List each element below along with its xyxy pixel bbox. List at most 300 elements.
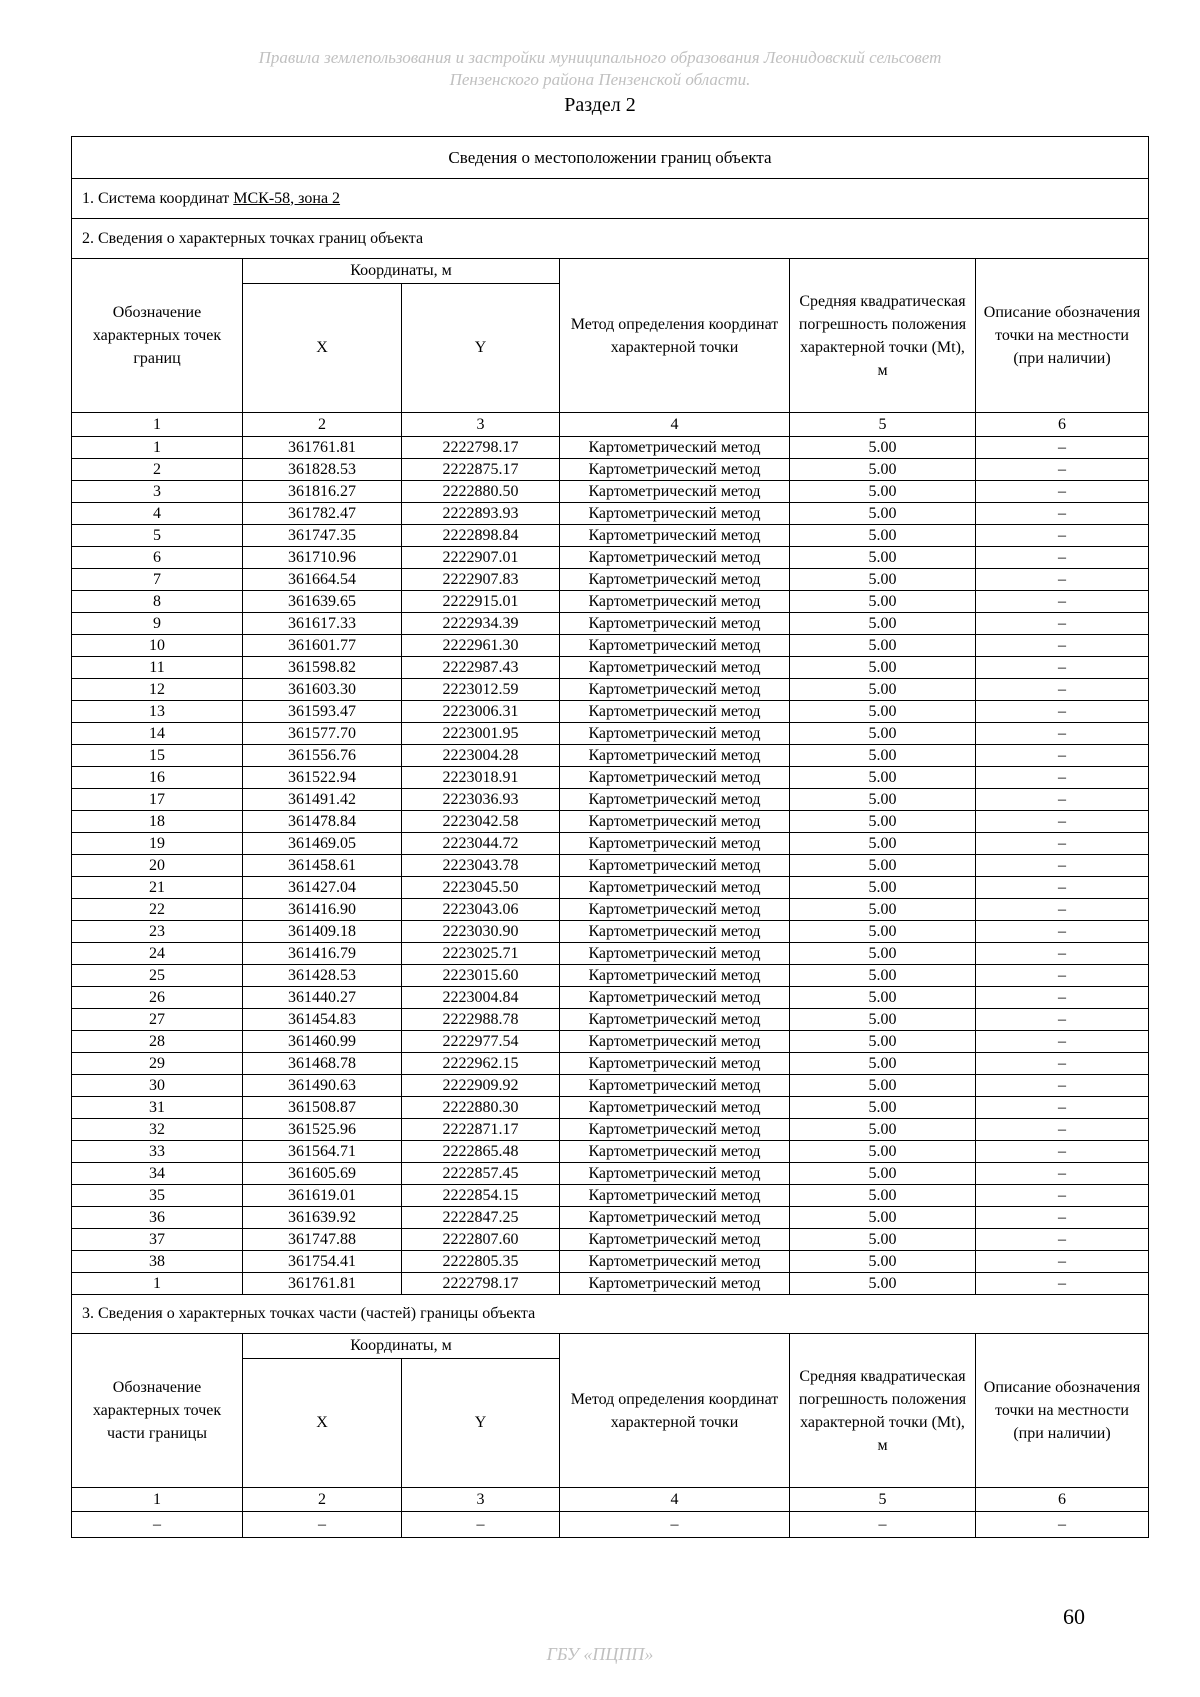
point-designation-cell: 14 bbox=[72, 723, 243, 745]
description-cell: – bbox=[976, 833, 1149, 855]
point-designation-cell: 15 bbox=[72, 745, 243, 767]
error-cell: 5.00 bbox=[790, 657, 976, 679]
point-designation-cell: 28 bbox=[72, 1031, 243, 1053]
x-coordinate-cell: 361598.82 bbox=[243, 657, 402, 679]
point-designation-cell: 2 bbox=[72, 459, 243, 481]
description-cell: – bbox=[976, 679, 1149, 701]
error-cell: 5.00 bbox=[790, 1229, 976, 1251]
parts-col-header-description: Описание обозначения точки на местности (при наличии) bbox=[976, 1334, 1149, 1488]
method-cell: Картометрический метод bbox=[560, 745, 790, 767]
x-coordinate-cell: 361617.33 bbox=[243, 613, 402, 635]
error-cell: 5.00 bbox=[790, 723, 976, 745]
method-cell: Картометрический метод bbox=[560, 1207, 790, 1229]
description-cell: – bbox=[976, 789, 1149, 811]
y-coordinate-cell: 2222907.01 bbox=[402, 547, 560, 569]
table-row bbox=[72, 525, 1149, 547]
x-coordinate-cell: 361593.47 bbox=[243, 701, 402, 723]
y-coordinate-cell: 2223004.28 bbox=[402, 745, 560, 767]
x-coordinate-cell: 361761.81 bbox=[243, 1273, 402, 1295]
y-coordinate-cell: 2223043.06 bbox=[402, 899, 560, 921]
y-coordinate-cell: 2223043.78 bbox=[402, 855, 560, 877]
method-cell: Картометрический метод bbox=[560, 1053, 790, 1075]
error-cell: 5.00 bbox=[790, 1075, 976, 1097]
description-cell: – bbox=[976, 1009, 1149, 1031]
x-coordinate-cell: 361639.65 bbox=[243, 591, 402, 613]
y-coordinate-cell: 2222909.92 bbox=[402, 1075, 560, 1097]
method-cell: Картометрический метод bbox=[560, 1229, 790, 1251]
y-coordinate-cell: 2223042.58 bbox=[402, 811, 560, 833]
error-cell: 5.00 bbox=[790, 613, 976, 635]
method-cell: Картометрический метод bbox=[560, 547, 790, 569]
description-cell: – bbox=[976, 723, 1149, 745]
column-number: 1 bbox=[72, 413, 243, 437]
x-coordinate-cell: 361508.87 bbox=[243, 1097, 402, 1119]
description-cell: – bbox=[976, 767, 1149, 789]
x-coordinate-cell: 361468.78 bbox=[243, 1053, 402, 1075]
table-row bbox=[72, 1053, 1149, 1075]
method-cell: Картометрический метод bbox=[560, 1031, 790, 1053]
column-number: 4 bbox=[560, 1488, 790, 1512]
table-row bbox=[72, 965, 1149, 987]
point-designation-cell: 33 bbox=[72, 1141, 243, 1163]
method-cell: Картометрический метод bbox=[560, 811, 790, 833]
parts-section-heading: 3. Сведения о характерных точках части (частей) границы объекта bbox=[72, 1295, 1149, 1334]
error-cell: 5.00 bbox=[790, 1031, 976, 1053]
x-coordinate-cell: 361601.77 bbox=[243, 635, 402, 657]
error-cell: 5.00 bbox=[790, 921, 976, 943]
x-coordinate-cell: 361619.01 bbox=[243, 1185, 402, 1207]
point-designation-cell: 37 bbox=[72, 1229, 243, 1251]
description-cell: – bbox=[976, 1097, 1149, 1119]
description-cell: – bbox=[976, 1075, 1149, 1097]
description-cell: – bbox=[976, 481, 1149, 503]
column-number-row bbox=[72, 413, 1149, 437]
point-designation-cell: 31 bbox=[72, 1097, 243, 1119]
col-header-y: Y bbox=[402, 284, 560, 413]
y-coordinate-cell: 2223036.93 bbox=[402, 789, 560, 811]
method-cell: Картометрический метод bbox=[560, 833, 790, 855]
y-coordinate-cell: 2222875.17 bbox=[402, 459, 560, 481]
point-designation-cell: 17 bbox=[72, 789, 243, 811]
point-designation-cell: 30 bbox=[72, 1075, 243, 1097]
error-cell: 5.00 bbox=[790, 635, 976, 657]
x-coordinate-cell: 361603.30 bbox=[243, 679, 402, 701]
point-designation-cell: 1 bbox=[72, 437, 243, 459]
method-cell: Картометрический метод bbox=[560, 877, 790, 899]
x-coordinate-cell: 361710.96 bbox=[243, 547, 402, 569]
error-cell: 5.00 bbox=[790, 591, 976, 613]
column-number: 3 bbox=[402, 413, 560, 437]
col-header-method: Метод определения координат характерной точки bbox=[560, 259, 790, 413]
table-row bbox=[72, 723, 1149, 745]
y-coordinate-cell: 2222987.43 bbox=[402, 657, 560, 679]
description-cell: – bbox=[976, 811, 1149, 833]
table-row bbox=[72, 1141, 1149, 1163]
method-cell: Картометрический метод bbox=[560, 1075, 790, 1097]
error-cell: 5.00 bbox=[790, 987, 976, 1009]
table-title: Сведения о местоположении границ объекта bbox=[72, 137, 1149, 179]
point-designation-cell: 3 bbox=[72, 481, 243, 503]
column-number: 3 bbox=[402, 1488, 560, 1512]
y-coordinate-cell: 2223044.72 bbox=[402, 833, 560, 855]
point-designation-cell: 4 bbox=[72, 503, 243, 525]
method-cell: Картометрический метод bbox=[560, 437, 790, 459]
error-cell: 5.00 bbox=[790, 877, 976, 899]
y-coordinate-cell: 2222847.25 bbox=[402, 1207, 560, 1229]
column-number: 4 bbox=[560, 413, 790, 437]
description-cell: – bbox=[976, 1273, 1149, 1295]
point-designation-cell: 34 bbox=[72, 1163, 243, 1185]
point-designation-cell: 12 bbox=[72, 679, 243, 701]
method-cell: Картометрический метод bbox=[560, 987, 790, 1009]
y-coordinate-cell: 2222893.93 bbox=[402, 503, 560, 525]
table-row bbox=[72, 701, 1149, 723]
table-row bbox=[72, 1512, 1149, 1538]
point-designation-cell: 6 bbox=[72, 547, 243, 569]
point-designation-cell: 35 bbox=[72, 1185, 243, 1207]
table-row bbox=[72, 503, 1149, 525]
description-cell: – bbox=[976, 1119, 1149, 1141]
x-coordinate-cell: 361478.84 bbox=[243, 811, 402, 833]
x-coordinate-cell: 361761.81 bbox=[243, 437, 402, 459]
description-cell: – bbox=[976, 591, 1149, 613]
point-designation-cell: 23 bbox=[72, 921, 243, 943]
table-row bbox=[72, 987, 1149, 1009]
method-cell: Картометрический метод bbox=[560, 1097, 790, 1119]
section-title: Раздел 2 bbox=[564, 94, 636, 116]
y-coordinate-cell: 2223025.71 bbox=[402, 943, 560, 965]
error-cell: – bbox=[790, 1512, 976, 1538]
point-designation-cell: 11 bbox=[72, 657, 243, 679]
parts-col-header-method: Метод определения координат характерной точки bbox=[560, 1334, 790, 1488]
error-cell: 5.00 bbox=[790, 767, 976, 789]
y-coordinate-cell: 2222807.60 bbox=[402, 1229, 560, 1251]
error-cell: 5.00 bbox=[790, 943, 976, 965]
point-designation-cell: 21 bbox=[72, 877, 243, 899]
error-cell: 5.00 bbox=[790, 745, 976, 767]
y-coordinate-cell: 2222907.83 bbox=[402, 569, 560, 591]
col-header-coordinates: Координаты, м bbox=[243, 259, 560, 284]
table-row bbox=[72, 1229, 1149, 1251]
point-designation-cell: 25 bbox=[72, 965, 243, 987]
method-cell: Картометрический метод bbox=[560, 789, 790, 811]
point-designation-cell: 10 bbox=[72, 635, 243, 657]
x-coordinate-cell: 361828.53 bbox=[243, 459, 402, 481]
y-coordinate-cell: 2223012.59 bbox=[402, 679, 560, 701]
table-row bbox=[72, 635, 1149, 657]
table-row bbox=[72, 745, 1149, 767]
point-designation-cell: 13 bbox=[72, 701, 243, 723]
parts-col-header-y: Y bbox=[402, 1359, 560, 1488]
col-header-x: X bbox=[243, 284, 402, 413]
method-cell: Картометрический метод bbox=[560, 503, 790, 525]
description-cell: – bbox=[976, 921, 1149, 943]
error-cell: 5.00 bbox=[790, 1185, 976, 1207]
x-coordinate-cell: 361816.27 bbox=[243, 481, 402, 503]
table-row bbox=[72, 657, 1149, 679]
table-row bbox=[72, 1163, 1149, 1185]
error-cell: 5.00 bbox=[790, 1119, 976, 1141]
description-cell: – bbox=[976, 437, 1149, 459]
y-coordinate-cell: 2222898.84 bbox=[402, 525, 560, 547]
description-cell: – bbox=[976, 635, 1149, 657]
point-designation-cell: 36 bbox=[72, 1207, 243, 1229]
x-coordinate-cell: 361782.47 bbox=[243, 503, 402, 525]
column-number: 5 bbox=[790, 1488, 976, 1512]
description-cell: – bbox=[976, 459, 1149, 481]
description-cell: – bbox=[976, 987, 1149, 1009]
error-cell: 5.00 bbox=[790, 1053, 976, 1075]
col-header-description: Описание обозначения точки на местности (при наличии) bbox=[976, 259, 1149, 413]
error-cell: 5.00 bbox=[790, 1273, 976, 1295]
y-coordinate-cell: 2223018.91 bbox=[402, 767, 560, 789]
x-coordinate-cell: 361458.61 bbox=[243, 855, 402, 877]
description-cell: – bbox=[976, 943, 1149, 965]
x-coordinate-cell: 361605.69 bbox=[243, 1163, 402, 1185]
table-row bbox=[72, 767, 1149, 789]
col-header-designation: Обозначение характерных точек границ bbox=[72, 259, 243, 413]
description-cell: – bbox=[976, 547, 1149, 569]
description-cell: – bbox=[976, 1229, 1149, 1251]
point-designation-cell: 7 bbox=[72, 569, 243, 591]
table-row bbox=[72, 877, 1149, 899]
coordinate-system-value: МСК-58, зона 2 bbox=[233, 189, 341, 207]
description-cell: – bbox=[976, 1207, 1149, 1229]
method-cell: Картометрический метод bbox=[560, 657, 790, 679]
table-row bbox=[72, 1119, 1149, 1141]
method-cell: Картометрический метод bbox=[560, 1251, 790, 1273]
description-cell: – bbox=[976, 899, 1149, 921]
table-row bbox=[72, 1009, 1149, 1031]
y-coordinate-cell: 2222961.30 bbox=[402, 635, 560, 657]
x-coordinate-cell: 361454.83 bbox=[243, 1009, 402, 1031]
description-cell: – bbox=[976, 1141, 1149, 1163]
x-coordinate-cell: 361469.05 bbox=[243, 833, 402, 855]
point-designation-cell: 5 bbox=[72, 525, 243, 547]
method-cell: Картометрический метод bbox=[560, 899, 790, 921]
y-coordinate-cell: – bbox=[402, 1512, 560, 1538]
y-coordinate-cell: 2223004.84 bbox=[402, 987, 560, 1009]
point-designation-cell: 8 bbox=[72, 591, 243, 613]
y-coordinate-cell: 2223045.50 bbox=[402, 877, 560, 899]
point-designation-cell: – bbox=[72, 1512, 243, 1538]
y-coordinate-cell: 2222915.01 bbox=[402, 591, 560, 613]
error-cell: 5.00 bbox=[790, 1207, 976, 1229]
running-header-line-1: Правила землепользования и застройки муниципального образования Леонидовский сельсовет bbox=[258, 48, 942, 67]
table-row bbox=[72, 1097, 1149, 1119]
points-section-heading: 2. Сведения о характерных точках границ объекта bbox=[72, 219, 1149, 259]
parts-col-header-x: X bbox=[243, 1359, 402, 1488]
error-cell: 5.00 bbox=[790, 503, 976, 525]
col-header-error: Средняя квадратическая погрешность положения характерной точки (Mt), м bbox=[790, 259, 976, 413]
x-coordinate-cell: 361440.27 bbox=[243, 987, 402, 1009]
table-row bbox=[72, 437, 1149, 459]
y-coordinate-cell: 2222857.45 bbox=[402, 1163, 560, 1185]
description-cell: – bbox=[976, 1163, 1149, 1185]
method-cell: Картометрический метод bbox=[560, 481, 790, 503]
x-coordinate-cell: 361409.18 bbox=[243, 921, 402, 943]
coordinate-system-label: 1. Система координат bbox=[82, 189, 234, 207]
method-cell: Картометрический метод bbox=[560, 679, 790, 701]
column-number: 5 bbox=[790, 413, 976, 437]
method-cell: Картометрический метод bbox=[560, 1273, 790, 1295]
error-cell: 5.00 bbox=[790, 679, 976, 701]
method-cell: Картометрический метод bbox=[560, 855, 790, 877]
x-coordinate-cell: 361490.63 bbox=[243, 1075, 402, 1097]
description-cell: – bbox=[976, 855, 1149, 877]
method-cell: Картометрический метод bbox=[560, 613, 790, 635]
column-number: 2 bbox=[243, 413, 402, 437]
method-cell: Картометрический метод bbox=[560, 723, 790, 745]
method-cell: Картометрический метод bbox=[560, 965, 790, 987]
x-coordinate-cell: 361747.88 bbox=[243, 1229, 402, 1251]
description-cell: – bbox=[976, 569, 1149, 591]
point-designation-cell: 24 bbox=[72, 943, 243, 965]
point-designation-cell: 32 bbox=[72, 1119, 243, 1141]
y-coordinate-cell: 2223030.90 bbox=[402, 921, 560, 943]
y-coordinate-cell: 2222977.54 bbox=[402, 1031, 560, 1053]
method-cell: Картометрический метод bbox=[560, 1163, 790, 1185]
error-cell: 5.00 bbox=[790, 899, 976, 921]
table-row bbox=[72, 943, 1149, 965]
point-designation-cell: 20 bbox=[72, 855, 243, 877]
column-number: 6 bbox=[976, 1488, 1149, 1512]
column-number: 2 bbox=[243, 1488, 402, 1512]
table-row bbox=[72, 1075, 1149, 1097]
y-coordinate-cell: 2222854.15 bbox=[402, 1185, 560, 1207]
point-designation-cell: 29 bbox=[72, 1053, 243, 1075]
method-cell: Картометрический метод bbox=[560, 943, 790, 965]
description-cell: – bbox=[976, 877, 1149, 899]
method-cell: – bbox=[560, 1512, 790, 1538]
y-coordinate-cell: 2222798.17 bbox=[402, 437, 560, 459]
x-coordinate-cell: – bbox=[243, 1512, 402, 1538]
x-coordinate-cell: 361416.90 bbox=[243, 899, 402, 921]
error-cell: 5.00 bbox=[790, 1251, 976, 1273]
error-cell: 5.00 bbox=[790, 1163, 976, 1185]
point-designation-cell: 27 bbox=[72, 1009, 243, 1031]
point-designation-cell: 22 bbox=[72, 899, 243, 921]
y-coordinate-cell: 2223015.60 bbox=[402, 965, 560, 987]
y-coordinate-cell: 2222805.35 bbox=[402, 1251, 560, 1273]
x-coordinate-cell: 361556.76 bbox=[243, 745, 402, 767]
error-cell: 5.00 bbox=[790, 525, 976, 547]
footer-organization: ГБУ «ПЦПП» bbox=[546, 1644, 654, 1664]
error-cell: 5.00 bbox=[790, 965, 976, 987]
error-cell: 5.00 bbox=[790, 855, 976, 877]
method-cell: Картометрический метод bbox=[560, 569, 790, 591]
parts-col-header-coordinates: Координаты, м bbox=[243, 1334, 560, 1359]
error-cell: 5.00 bbox=[790, 1097, 976, 1119]
table-row bbox=[72, 899, 1149, 921]
x-coordinate-cell: 361522.94 bbox=[243, 767, 402, 789]
method-cell: Картометрический метод bbox=[560, 635, 790, 657]
y-coordinate-cell: 2222880.30 bbox=[402, 1097, 560, 1119]
table-row bbox=[72, 1207, 1149, 1229]
table-row bbox=[72, 591, 1149, 613]
error-cell: 5.00 bbox=[790, 569, 976, 591]
table-row bbox=[72, 789, 1149, 811]
method-cell: Картометрический метод bbox=[560, 921, 790, 943]
description-cell: – bbox=[976, 1512, 1149, 1538]
y-coordinate-cell: 2222865.48 bbox=[402, 1141, 560, 1163]
table-row bbox=[72, 833, 1149, 855]
error-cell: 5.00 bbox=[790, 1141, 976, 1163]
y-coordinate-cell: 2222962.15 bbox=[402, 1053, 560, 1075]
description-cell: – bbox=[976, 745, 1149, 767]
table-row bbox=[72, 1185, 1149, 1207]
coordinate-system-row bbox=[72, 179, 1149, 219]
x-coordinate-cell: 361754.41 bbox=[243, 1251, 402, 1273]
y-coordinate-cell: 2223001.95 bbox=[402, 723, 560, 745]
point-designation-cell: 1 bbox=[72, 1273, 243, 1295]
parts-col-header-error: Средняя квадратическая погрешность положения характерной точки (Mt), м bbox=[790, 1334, 976, 1488]
x-coordinate-cell: 361525.96 bbox=[243, 1119, 402, 1141]
table-row bbox=[72, 613, 1149, 635]
x-coordinate-cell: 361577.70 bbox=[243, 723, 402, 745]
method-cell: Картометрический метод bbox=[560, 1141, 790, 1163]
method-cell: Картометрический метод bbox=[560, 767, 790, 789]
table-row bbox=[72, 1251, 1149, 1273]
error-cell: 5.00 bbox=[790, 459, 976, 481]
description-cell: – bbox=[976, 613, 1149, 635]
y-coordinate-cell: 2222880.50 bbox=[402, 481, 560, 503]
description-cell: – bbox=[976, 503, 1149, 525]
point-designation-cell: 9 bbox=[72, 613, 243, 635]
error-cell: 5.00 bbox=[790, 789, 976, 811]
description-cell: – bbox=[976, 1031, 1149, 1053]
description-cell: – bbox=[976, 1053, 1149, 1075]
description-cell: – bbox=[976, 657, 1149, 679]
error-cell: 5.00 bbox=[790, 1009, 976, 1031]
error-cell: 5.00 bbox=[790, 811, 976, 833]
x-coordinate-cell: 361428.53 bbox=[243, 965, 402, 987]
description-cell: – bbox=[976, 701, 1149, 723]
point-designation-cell: 19 bbox=[72, 833, 243, 855]
y-coordinate-cell: 2223006.31 bbox=[402, 701, 560, 723]
point-designation-cell: 26 bbox=[72, 987, 243, 1009]
x-coordinate-cell: 361639.92 bbox=[243, 1207, 402, 1229]
point-designation-cell: 16 bbox=[72, 767, 243, 789]
table-row bbox=[72, 1031, 1149, 1053]
table-row bbox=[72, 569, 1149, 591]
error-cell: 5.00 bbox=[790, 547, 976, 569]
x-coordinate-cell: 361416.79 bbox=[243, 943, 402, 965]
error-cell: 5.00 bbox=[790, 833, 976, 855]
parts-col-header-designation: Обозначение характерных точек части границы bbox=[72, 1334, 243, 1488]
table-row bbox=[72, 811, 1149, 833]
table-row bbox=[72, 921, 1149, 943]
method-cell: Картометрический метод bbox=[560, 591, 790, 613]
parts-column-number-row bbox=[72, 1488, 1149, 1512]
x-coordinate-cell: 361664.54 bbox=[243, 569, 402, 591]
y-coordinate-cell: 2222798.17 bbox=[402, 1273, 560, 1295]
y-coordinate-cell: 2222934.39 bbox=[402, 613, 560, 635]
table-row bbox=[72, 679, 1149, 701]
x-coordinate-cell: 361747.35 bbox=[243, 525, 402, 547]
y-coordinate-cell: 2222988.78 bbox=[402, 1009, 560, 1031]
error-cell: 5.00 bbox=[790, 481, 976, 503]
error-cell: 5.00 bbox=[790, 437, 976, 459]
x-coordinate-cell: 361427.04 bbox=[243, 877, 402, 899]
method-cell: Картометрический метод bbox=[560, 701, 790, 723]
table-row bbox=[72, 459, 1149, 481]
running-header-line-2: Пензенского района Пензенской области. bbox=[449, 70, 751, 89]
error-cell: 5.00 bbox=[790, 701, 976, 723]
method-cell: Картометрический метод bbox=[560, 1119, 790, 1141]
table-row bbox=[72, 1273, 1149, 1295]
table-row bbox=[72, 855, 1149, 877]
